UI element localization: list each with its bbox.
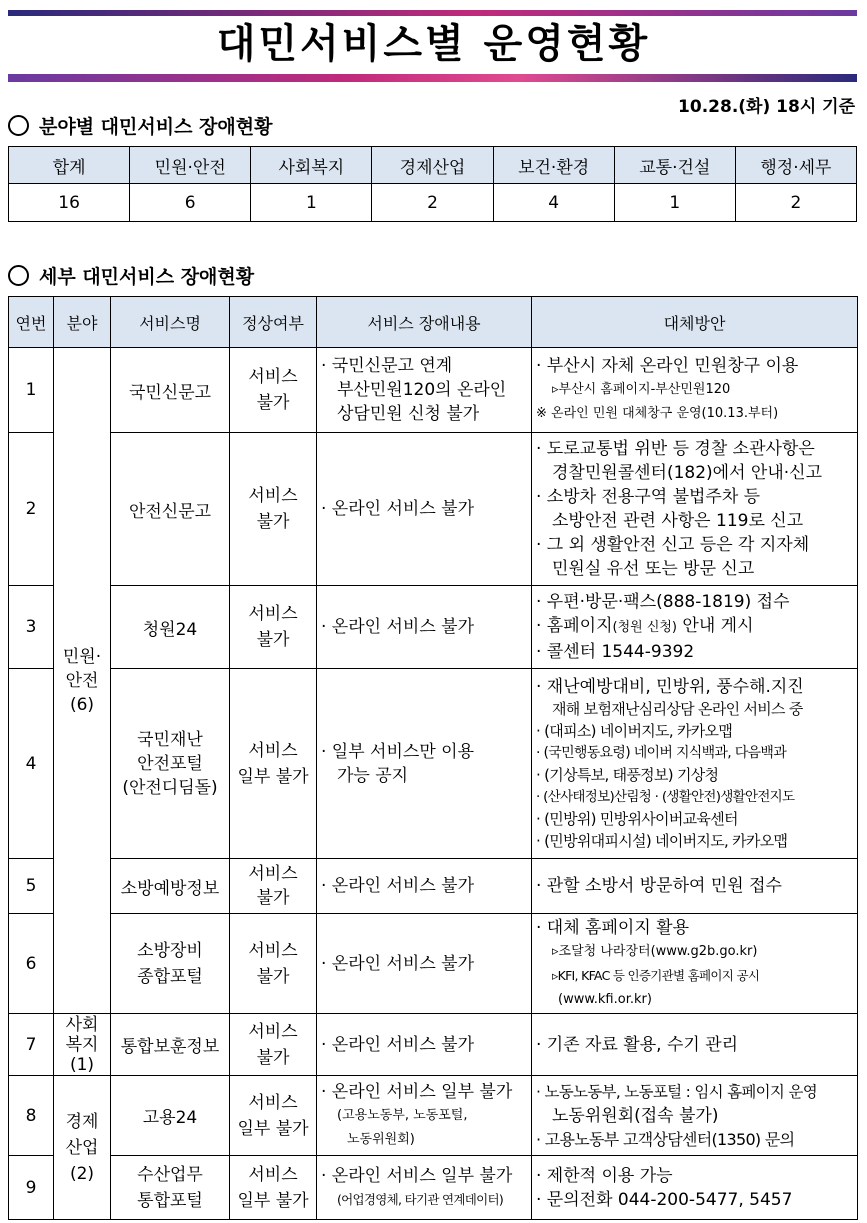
table-row (9, 433, 858, 586)
row-number: 3 (9, 586, 54, 669)
status-line: 서비스 (248, 367, 298, 387)
desc-line: (어업경영체, 타기관 연계데이터) (337, 1191, 504, 1207)
alt-line: ▹조달청 나라장터(www.g2b.go.kr) (552, 943, 758, 959)
status-cell (230, 586, 317, 669)
service-name-line: 국민재난 (137, 729, 203, 750)
summary-value-cell: 4 (493, 184, 614, 222)
service-name-line: 소방장비 (137, 940, 203, 961)
service-name (111, 433, 230, 586)
alt-line: 민원실 유선 또는 방문 신고 (552, 559, 755, 579)
status-line: 불가 (256, 1047, 290, 1068)
desc-line: · 온라인 서비스 일부 불가 (321, 1081, 513, 1102)
summary-value-cell: 2 (735, 184, 856, 222)
row-number: 4 (9, 669, 54, 859)
failure-description (317, 1156, 532, 1220)
alt-line: · 노동노동부, 노동포털 : 임시 홈페이지 운영 (536, 1082, 817, 1101)
category-line: 안전 (65, 670, 99, 691)
row-number: 8 (9, 1076, 54, 1156)
detail-header-cell: 분야 (54, 297, 111, 348)
row-number: 1 (9, 348, 54, 433)
alt-line: 경찰민원콜센터(182)에서 안내·신고 (552, 463, 823, 483)
summary-table (8, 146, 857, 222)
service-name (111, 1156, 230, 1220)
alt-line: · 기존 자료 활용, 수기 관리 (536, 1034, 739, 1055)
alternative-cell (532, 1014, 858, 1076)
service-name-line: 청원24 (142, 619, 198, 640)
status-line: 서비스 (248, 740, 298, 761)
status-line: 일부 불가 (237, 766, 309, 787)
alt-line: · 재난예방대비, 민방위, 풍수해.지진 (536, 676, 804, 697)
service-name-line: 통합보훈정보 (120, 1037, 220, 1057)
status-line: 서비스 (248, 1092, 298, 1113)
row-number: 2 (9, 433, 54, 586)
service-name (111, 1014, 230, 1076)
summary-header-cell: 합계 (9, 147, 130, 184)
service-name-line: 국민신문고 (128, 382, 212, 403)
alt-line (536, 614, 857, 640)
alt-line: · 우편·방문·팩스(888-1819) 접수 (536, 592, 790, 612)
category-cell (54, 348, 111, 1014)
summary-value-cell: 6 (130, 184, 251, 222)
summary-heading (8, 112, 272, 139)
status-line: 불가 (256, 512, 290, 532)
service-name (111, 669, 230, 859)
service-name (111, 586, 230, 669)
status-cell (230, 1014, 317, 1076)
alt-line: · (대피소) 네이버지도, 카카오맵 (536, 721, 733, 740)
status-line: 서비스 (248, 1164, 298, 1185)
alt-line: · (기상특보, 태풍정보) 기상청 (536, 765, 719, 784)
alt-line: · 관할 소방서 방문하여 민원 접수 (536, 876, 782, 896)
summary-header-cell: 보건·환경 (493, 147, 614, 184)
detail-table (8, 296, 858, 1220)
detail-header-cell: 서비스명 (111, 297, 230, 348)
table-row (9, 859, 858, 914)
circle-bullet-icon (8, 115, 29, 136)
alt-line: ▹부산시 홈페이지-부산민원120 (552, 382, 731, 397)
summary-header-cell: 교통·건설 (614, 147, 735, 184)
desc-line: · 온라인 서비스 불가 (321, 876, 474, 896)
failure-description (317, 914, 532, 1014)
service-name-line: 소방예방정보 (120, 878, 220, 899)
alt-line: · (국민행동요령) 네이버 지식백과, 다음백과 (536, 744, 787, 761)
category-line: 산업 (65, 1137, 99, 1158)
service-name-line: (안전디딤돌) (122, 777, 218, 798)
failure-description (317, 669, 532, 859)
status-cell (230, 914, 317, 1014)
failure-description (317, 859, 532, 914)
summary-header-cell: 민원·안전 (130, 147, 251, 184)
summary-value-cell: 1 (251, 184, 372, 222)
category-line: (6) (69, 694, 95, 715)
status-cell (230, 433, 317, 586)
page-title: 대민서비스별 운영현황 (216, 21, 651, 67)
status-cell (230, 1156, 317, 1220)
desc-line: · 온라인 서비스 불가 (321, 617, 474, 637)
desc-line: · 온라인 서비스 불가 (321, 953, 474, 974)
alt-line: · 콜센터 1544-9392 (536, 642, 695, 662)
summary-value-cell: 2 (372, 184, 493, 222)
alt-text: 안내 게시 (677, 616, 754, 636)
alternative-cell (532, 669, 858, 859)
detail-header-cell: 연번 (9, 297, 54, 348)
alt-line: · 부산시 자체 온라인 민원창구 이용 (536, 356, 799, 376)
alt-line: 소방안전 관련 사항은 119로 신고 (552, 511, 804, 531)
alt-line: · 제한적 이용 가능 (536, 1165, 673, 1186)
status-line: 서비스 (248, 940, 298, 961)
alternative-cell (532, 433, 858, 586)
category-cell (54, 1014, 111, 1076)
alternative-cell (532, 914, 858, 1014)
status-line: 불가 (256, 888, 290, 908)
summary-heading-text: 분야별 대민서비스 장애현황 (39, 116, 273, 138)
desc-line: · 온라인 서비스 불가 (321, 499, 474, 519)
desc-line: (고용노동부, 노동포털, (337, 1107, 468, 1123)
category-line: 복지 (65, 1034, 99, 1055)
alt-line: · 소방차 전용구역 불법주차 등 (536, 487, 761, 507)
status-cell (230, 859, 317, 914)
row-number: 5 (9, 859, 54, 914)
alt-text: · 홈페이지 (536, 616, 613, 636)
table-row (9, 348, 858, 433)
detail-heading-text: 세부 대민서비스 장애현황 (39, 266, 255, 288)
failure-description (317, 586, 532, 669)
alt-line: · 고용노동부 고객상담센터(1350) 문의 (536, 1129, 795, 1149)
alt-line: · 그 외 생활안전 신고 등은 각 지자체 (536, 535, 810, 555)
service-name-line: 종합포털 (137, 966, 203, 987)
desc-line: · 국민신문고 연계 (321, 356, 453, 376)
basis-time: 10.28.(화) 18시 기준 (678, 97, 855, 117)
desc-line: · 일부 서비스만 이용 (321, 741, 474, 762)
service-name-line: 수산업무 (137, 1164, 203, 1185)
service-name-line: 고용24 (142, 1108, 198, 1128)
status-line: 일부 불가 (237, 1118, 309, 1139)
summary-header-row (9, 147, 857, 184)
desc-line: · 온라인 서비스 불가 (321, 1034, 474, 1055)
status-line: 불가 (256, 393, 290, 413)
alt-line: · (민방위) 민방위사이버교육센터 (536, 809, 738, 828)
summary-value-cell: 16 (9, 184, 130, 222)
desc-line: 가능 공지 (337, 765, 409, 786)
alt-line: (www.kfi.or.kr) (558, 991, 652, 1007)
summary-header-cell: 사회복지 (251, 147, 372, 184)
row-number: 9 (9, 1156, 54, 1220)
detail-header-row (9, 297, 858, 348)
service-name (111, 1076, 230, 1156)
circle-bullet-icon (8, 265, 29, 286)
service-name (111, 914, 230, 1014)
status-line: 서비스 (248, 486, 298, 506)
failure-description (317, 1014, 532, 1076)
table-row (9, 669, 858, 859)
failure-description (317, 1076, 532, 1156)
table-row (9, 586, 858, 669)
row-number: 7 (9, 1014, 54, 1076)
category-line: (1) (69, 1054, 95, 1075)
alternative-cell (532, 348, 858, 433)
summary-value-row (9, 184, 857, 222)
alt-text-small: (청원 신청) (612, 620, 678, 635)
desc-line: 상담민원 신청 불가 (337, 404, 480, 424)
table-row (9, 1156, 858, 1220)
category-cell (54, 1076, 111, 1220)
status-line: 서비스 (248, 604, 298, 624)
alt-line: · (산사태정보)산림청 · (생활안전)생활안전지도 (536, 788, 795, 805)
status-line: 불가 (256, 630, 290, 650)
table-row (9, 1076, 858, 1156)
alternative-cell (532, 859, 858, 914)
table-row (9, 914, 858, 1014)
alternative-cell (532, 1076, 858, 1156)
row-number: 6 (9, 914, 54, 1014)
service-name (111, 348, 230, 433)
category-line: 경제 (65, 1111, 99, 1132)
alt-line: · 도로교통법 위반 등 경찰 소관사항은 (536, 439, 815, 459)
service-name-line: 안전신문고 (128, 501, 212, 522)
status-cell (230, 669, 317, 859)
alt-line: ▹KFI, KFAC 등 인증기관별 홈페이지 공시 (552, 967, 760, 983)
status-line: 불가 (256, 966, 290, 987)
alt-line: 재해 보험재난심리상담 온라인 서비스 중 (552, 699, 803, 718)
summary-value-cell: 1 (614, 184, 735, 222)
alt-line: ※ 온라인 민원 대체창구 운영(10.13.부터) (536, 406, 779, 421)
detail-heading (8, 262, 254, 289)
failure-description (317, 348, 532, 433)
status-line: 서비스 (248, 864, 298, 884)
alt-line: · 문의전화 044-200-5477, 5457 (536, 1189, 793, 1210)
status-cell (230, 348, 317, 433)
summary-header-cell: 행정·세무 (735, 147, 856, 184)
category-line: 사회 (65, 1014, 99, 1035)
service-name-line: 통합포털 (137, 1190, 203, 1211)
detail-header-cell: 대체방안 (532, 297, 858, 348)
alt-line: · 대체 홈페이지 활용 (536, 917, 689, 938)
alt-line: 노동위원회(접속 불가) (552, 1105, 719, 1126)
alternative-cell (532, 1156, 858, 1220)
desc-line: 부산민원120의 온라인 (337, 380, 507, 400)
category-line: (2) (69, 1163, 95, 1184)
desc-line: 노동위원회) (347, 1131, 415, 1147)
category-line: 민원· (62, 646, 102, 667)
detail-header-cell: 서비스 장애내용 (317, 297, 532, 348)
status-cell (230, 1076, 317, 1156)
status-line: 일부 불가 (237, 1190, 309, 1211)
status-line: 서비스 (248, 1021, 298, 1042)
detail-header-cell: 정상여부 (230, 297, 317, 348)
summary-header-cell: 경제산업 (372, 147, 493, 184)
service-name (111, 859, 230, 914)
desc-line: · 온라인 서비스 일부 불가 (321, 1165, 513, 1186)
title-bottom-bar (8, 74, 857, 82)
service-name-line: 안전포털 (137, 753, 203, 774)
table-row (9, 1014, 858, 1076)
alt-line: · (민방위대피시설) 네이버지도, 카카오맵 (536, 831, 788, 850)
failure-description (317, 433, 532, 586)
alternative-cell (532, 586, 858, 669)
